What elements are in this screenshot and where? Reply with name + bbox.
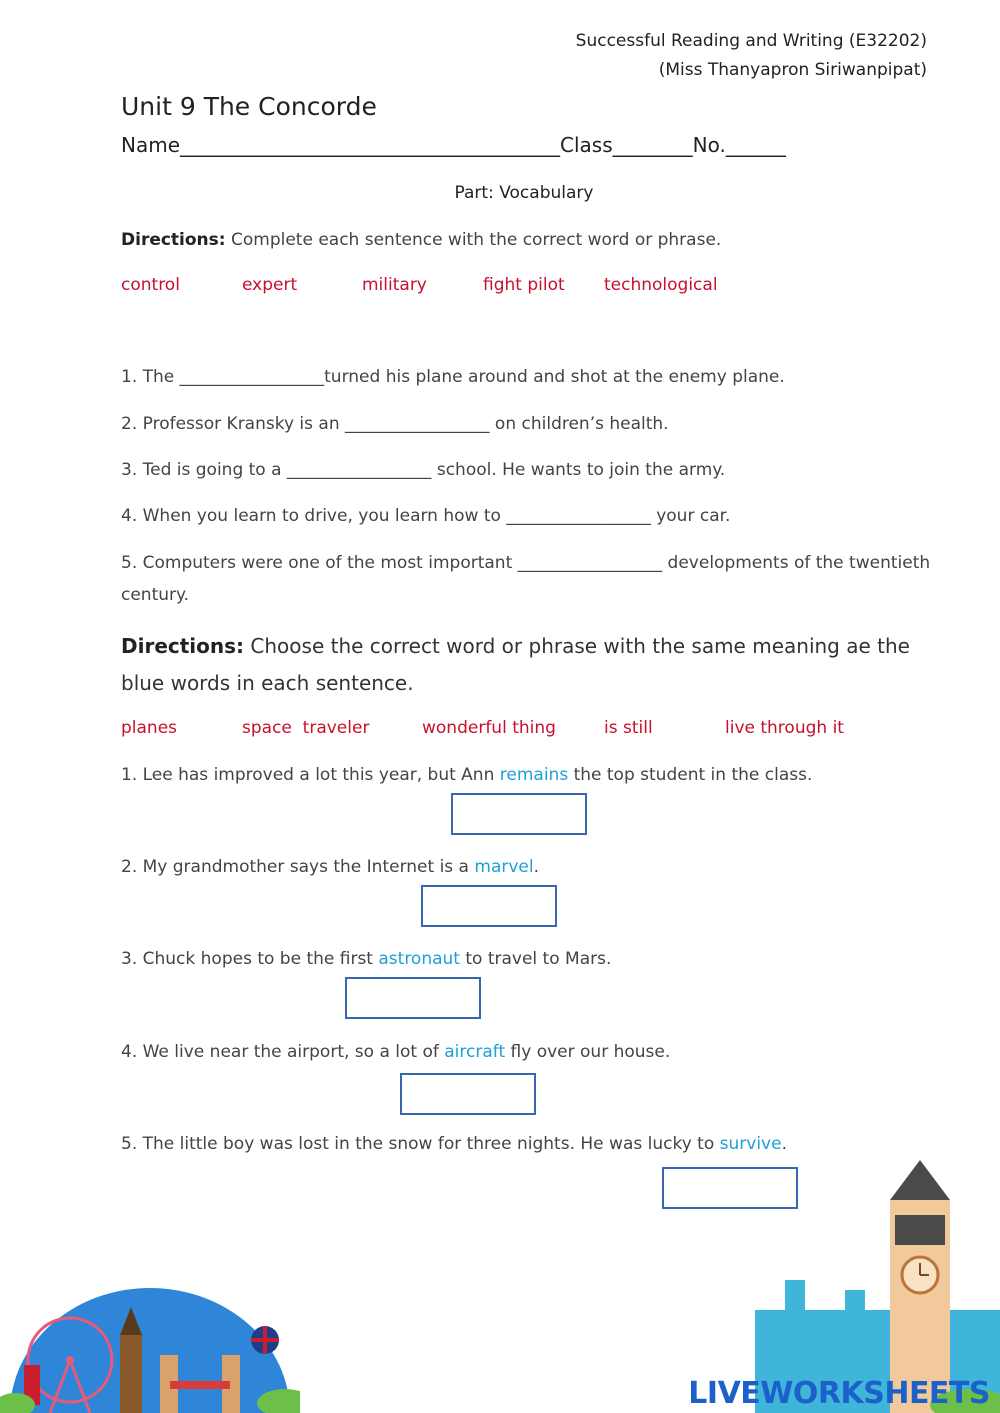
word-bank-item: expert [242, 275, 298, 295]
fill-question: 5. Computers were one of the most important _________________ developments of the twentieth [121, 553, 931, 573]
word-bank-item: is still [604, 718, 653, 738]
question-text: 1. Lee has improved a lot this year, but Ann [121, 765, 500, 785]
meaning-question [121, 1134, 787, 1154]
word-bank-item: military [362, 275, 427, 295]
word-bank-item: technological [604, 275, 718, 295]
fill-question: 4. When you learn to drive, you learn how to _________________ your car. [121, 506, 731, 526]
answer-box-3[interactable] [345, 977, 481, 1019]
teacher-name: (Miss Thanyapron Siriwanpipat) [658, 60, 927, 80]
keyword: aircraft [444, 1042, 506, 1062]
question-text: 5. The little boy was lost in the snow for three nights. He was lucky to [121, 1134, 720, 1154]
word-bank-item: live through it [725, 718, 844, 738]
meaning-question [121, 1042, 670, 1062]
course-title: Successful Reading and Writing (E32202) [575, 31, 927, 51]
word-bank-item: fight pilot [483, 275, 565, 295]
question-text: fly over our house. [505, 1042, 671, 1062]
meaning-question [121, 857, 539, 877]
question-text: 3. Chuck hopes to be the first [121, 949, 379, 969]
fill-question: 3. Ted is going to a _________________ school. He wants to join the army. [121, 460, 726, 480]
question-text: the top student in the class. [568, 765, 813, 785]
question-text: . [781, 1134, 787, 1154]
keyword: survive [719, 1134, 782, 1154]
question-text: 2. My grandmother says the Internet is a [121, 857, 475, 877]
answer-box-1[interactable] [451, 793, 587, 835]
liveworksheets-logo: LIVEWORKSHEETS [688, 1376, 990, 1411]
question-text: 4. We live near the airport, so a lot of [121, 1042, 445, 1062]
directions-text: Complete each sentence with the correct word or phrase. [225, 230, 722, 250]
directions-text: Choose the correct word or phrase with the same meaning ae the blue words in each sentence. [121, 634, 910, 695]
fill-question: 2. Professor Kransky is an _________________ on children’s health. [121, 414, 669, 434]
question-text: to travel to Mars. [459, 949, 612, 969]
part-heading: Part: Vocabulary [454, 183, 594, 203]
keyword: astronaut [378, 949, 460, 969]
keyword: remains [499, 765, 569, 785]
answer-box-4[interactable] [400, 1073, 536, 1115]
answer-box-2[interactable] [421, 885, 557, 927]
page-title: Unit 9 The Concorde [121, 92, 377, 121]
meaning-question [121, 949, 611, 969]
keyword: marvel [474, 857, 534, 877]
fill-question-continued: century. [121, 585, 190, 605]
directions-label: Directions: [121, 230, 226, 250]
name-class-line: Name______________________________________Class________No.______ [121, 133, 786, 157]
question-text: . [533, 857, 540, 877]
meaning-question [121, 765, 812, 785]
fill-question: 1. The _________________turned his plane around and shot at the enemy plane. [121, 367, 785, 387]
directions-2 [121, 628, 911, 702]
word-bank-item: wonderful thing [422, 718, 556, 738]
word-bank-item: space traveler [242, 718, 370, 738]
directions-label: Directions: [121, 634, 245, 658]
london-skyline-illustration [0, 1285, 300, 1413]
directions-1 [121, 230, 721, 250]
word-bank-item: planes [121, 718, 178, 738]
word-bank-item: control [121, 275, 180, 295]
